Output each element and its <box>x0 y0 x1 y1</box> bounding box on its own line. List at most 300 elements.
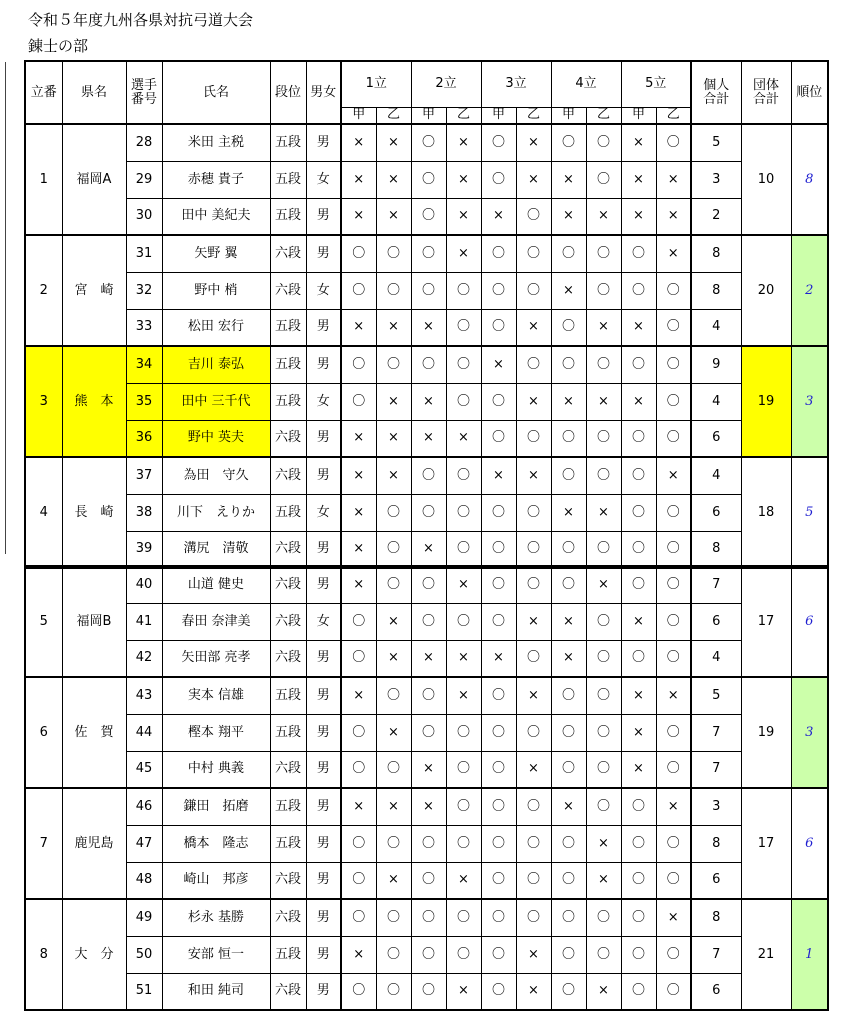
player-rank: 六段 <box>270 899 306 936</box>
player-name: 矢野 翼 <box>162 235 270 272</box>
shot-mark: 〇 <box>656 751 691 788</box>
table-row <box>25 124 828 161</box>
shot-mark: 〇 <box>551 420 586 457</box>
shot-mark: 〇 <box>656 272 691 309</box>
shot-mark: 〇 <box>516 788 551 825</box>
shot-mark: × <box>446 420 481 457</box>
team-order: 3 <box>25 346 62 457</box>
shot-mark: 〇 <box>621 862 656 899</box>
table-row <box>25 862 828 899</box>
shot-mark: 〇 <box>621 457 656 494</box>
shot-mark: × <box>656 899 691 936</box>
shot-mark: 〇 <box>481 494 516 531</box>
shot-mark: × <box>586 862 621 899</box>
table-row <box>25 788 828 825</box>
team-prefecture: 熊 本 <box>62 346 126 457</box>
header-order: 立番 <box>25 61 62 124</box>
player-rank: 五段 <box>270 788 306 825</box>
shot-mark: 〇 <box>481 862 516 899</box>
table-row <box>25 309 828 346</box>
shot-mark: 〇 <box>656 973 691 1010</box>
shot-mark: 〇 <box>656 346 691 383</box>
shot-mark: 〇 <box>481 566 516 603</box>
shot-mark: × <box>621 714 656 751</box>
individual-total: 6 <box>691 862 741 899</box>
player-number: 34 <box>126 346 162 383</box>
shot-mark: × <box>341 198 376 235</box>
shot-mark: 〇 <box>446 751 481 788</box>
player-name: 松田 宏行 <box>162 309 270 346</box>
shot-mark: 〇 <box>621 566 656 603</box>
shot-mark: 〇 <box>656 603 691 640</box>
player-gender: 女 <box>306 494 341 531</box>
shot-mark: × <box>656 457 691 494</box>
shot-mark: × <box>376 640 411 677</box>
table-row <box>25 677 828 714</box>
player-number: 43 <box>126 677 162 714</box>
player-name: 杉永 基勝 <box>162 899 270 936</box>
table-row <box>25 420 828 457</box>
header-otsu: 乙 <box>446 107 481 124</box>
shot-mark: × <box>516 161 551 198</box>
shot-mark: 〇 <box>621 272 656 309</box>
shot-mark: 〇 <box>481 420 516 457</box>
shot-mark: 〇 <box>341 862 376 899</box>
shot-mark: 〇 <box>656 936 691 973</box>
player-gender: 男 <box>306 677 341 714</box>
player-number: 28 <box>126 124 162 161</box>
table-row <box>25 235 828 272</box>
table-row <box>25 714 828 751</box>
team-total: 19 <box>741 346 791 457</box>
header-name: 氏名 <box>162 61 270 124</box>
player-gender: 男 <box>306 788 341 825</box>
shot-mark: 〇 <box>481 161 516 198</box>
player-number: 31 <box>126 235 162 272</box>
shot-mark: × <box>446 235 481 272</box>
shot-mark: 〇 <box>341 973 376 1010</box>
shot-mark: 〇 <box>481 973 516 1010</box>
player-name: 橋本 隆志 <box>162 825 270 862</box>
header-otsu: 乙 <box>586 107 621 124</box>
shot-mark: × <box>341 936 376 973</box>
player-number: 50 <box>126 936 162 973</box>
player-number: 44 <box>126 714 162 751</box>
shot-mark: 〇 <box>446 714 481 751</box>
shot-mark: 〇 <box>481 714 516 751</box>
individual-total: 8 <box>691 825 741 862</box>
shot-mark: 〇 <box>551 751 586 788</box>
team-total: 19 <box>741 677 791 788</box>
shot-mark: 〇 <box>481 309 516 346</box>
player-name: 赤穂 貴子 <box>162 161 270 198</box>
shot-mark: 〇 <box>516 235 551 272</box>
shot-mark: 〇 <box>376 936 411 973</box>
individual-total: 6 <box>691 973 741 1010</box>
team-placing: 2 <box>791 235 828 346</box>
shot-mark: 〇 <box>551 124 586 161</box>
player-number: 36 <box>126 420 162 457</box>
shot-mark: × <box>376 714 411 751</box>
shot-mark: 〇 <box>551 677 586 714</box>
shot-mark: 〇 <box>376 235 411 272</box>
individual-total: 8 <box>691 899 741 936</box>
player-gender: 女 <box>306 161 341 198</box>
shot-mark: 〇 <box>516 566 551 603</box>
shot-mark: × <box>621 124 656 161</box>
shot-mark: × <box>481 640 516 677</box>
individual-total: 7 <box>691 566 741 603</box>
shot-mark: × <box>376 420 411 457</box>
player-name: 和田 純司 <box>162 973 270 1010</box>
player-number: 30 <box>126 198 162 235</box>
individual-total: 3 <box>691 161 741 198</box>
header-team-total <box>741 61 791 124</box>
player-rank: 六段 <box>270 272 306 309</box>
shot-mark: × <box>516 751 551 788</box>
individual-total: 9 <box>691 346 741 383</box>
header-player-no-line: 番号 <box>130 91 157 107</box>
individual-total: 6 <box>691 603 741 640</box>
shot-mark: 〇 <box>446 788 481 825</box>
shot-mark: 〇 <box>481 124 516 161</box>
shot-mark: 〇 <box>656 420 691 457</box>
shot-mark: × <box>376 862 411 899</box>
shot-mark: × <box>376 198 411 235</box>
individual-total: 3 <box>691 788 741 825</box>
header-kou: 甲 <box>411 107 446 124</box>
team-order: 6 <box>25 677 62 788</box>
table-row <box>25 161 828 198</box>
shot-mark: × <box>446 566 481 603</box>
player-number: 29 <box>126 161 162 198</box>
player-rank: 五段 <box>270 198 306 235</box>
shot-mark: 〇 <box>411 494 446 531</box>
individual-total: 7 <box>691 714 741 751</box>
individual-total: 6 <box>691 420 741 457</box>
shot-mark: 〇 <box>586 272 621 309</box>
header-otsu: 乙 <box>516 107 551 124</box>
shot-mark: 〇 <box>411 272 446 309</box>
shot-mark: 〇 <box>411 161 446 198</box>
shot-mark: × <box>516 383 551 420</box>
player-rank: 六段 <box>270 640 306 677</box>
shot-mark: × <box>481 346 516 383</box>
team-placing: 8 <box>791 124 828 235</box>
shot-mark: × <box>341 420 376 457</box>
shot-mark: 〇 <box>411 198 446 235</box>
shot-mark: × <box>411 309 446 346</box>
shot-mark: × <box>551 272 586 309</box>
player-rank: 六段 <box>270 420 306 457</box>
team-prefecture: 福岡B <box>62 566 126 677</box>
player-number: 48 <box>126 862 162 899</box>
shot-mark: 〇 <box>481 936 516 973</box>
shot-mark: × <box>656 788 691 825</box>
shot-mark: 〇 <box>516 198 551 235</box>
table-row <box>25 383 828 420</box>
player-name: 春田 奈津美 <box>162 603 270 640</box>
shot-mark: 〇 <box>341 383 376 420</box>
shot-mark: 〇 <box>446 936 481 973</box>
player-rank: 五段 <box>270 714 306 751</box>
header-otsu: 乙 <box>656 107 691 124</box>
player-rank: 五段 <box>270 494 306 531</box>
margin-line <box>5 62 6 554</box>
player-gender: 男 <box>306 346 341 383</box>
shot-mark: × <box>411 751 446 788</box>
individual-total: 6 <box>691 494 741 531</box>
shot-mark: 〇 <box>411 714 446 751</box>
shot-mark: 〇 <box>446 457 481 494</box>
shot-mark: 〇 <box>376 494 411 531</box>
shot-mark: 〇 <box>446 531 481 568</box>
shot-mark: × <box>656 161 691 198</box>
individual-total: 8 <box>691 531 741 568</box>
player-gender: 女 <box>306 272 341 309</box>
team-prefecture: 鹿児島 <box>62 788 126 899</box>
player-gender: 女 <box>306 383 341 420</box>
results-table-bottom <box>24 565 829 1011</box>
player-gender: 男 <box>306 235 341 272</box>
table-row <box>25 973 828 1010</box>
player-number: 41 <box>126 603 162 640</box>
shot-mark: 〇 <box>411 899 446 936</box>
player-gender: 男 <box>306 973 341 1010</box>
shot-mark: × <box>551 640 586 677</box>
team-order: 7 <box>25 788 62 899</box>
shot-mark: 〇 <box>376 973 411 1010</box>
shot-mark: 〇 <box>446 272 481 309</box>
shot-mark: 〇 <box>411 124 446 161</box>
shot-mark: 〇 <box>551 309 586 346</box>
player-number: 47 <box>126 825 162 862</box>
shot-mark: 〇 <box>621 825 656 862</box>
shot-mark: 〇 <box>551 346 586 383</box>
table-row <box>25 494 828 531</box>
shot-mark: 〇 <box>341 825 376 862</box>
shot-mark: × <box>341 531 376 568</box>
shot-mark: 〇 <box>586 677 621 714</box>
player-name: 為田 守久 <box>162 457 270 494</box>
shot-mark: × <box>376 788 411 825</box>
individual-total: 8 <box>691 272 741 309</box>
header-kou: 甲 <box>551 107 586 124</box>
team-prefecture: 福岡A <box>62 124 126 235</box>
shot-mark: 〇 <box>586 235 621 272</box>
shot-mark: 〇 <box>516 899 551 936</box>
shot-mark: × <box>621 198 656 235</box>
shot-mark: × <box>516 936 551 973</box>
shot-mark: 〇 <box>341 346 376 383</box>
shot-mark: × <box>621 751 656 788</box>
team-order: 4 <box>25 457 62 568</box>
team-placing: 5 <box>791 457 828 568</box>
header-otsu: 乙 <box>376 107 411 124</box>
player-rank: 五段 <box>270 825 306 862</box>
shot-mark: × <box>341 309 376 346</box>
shot-mark: × <box>446 677 481 714</box>
team-placing: 3 <box>791 346 828 457</box>
shot-mark: 〇 <box>376 825 411 862</box>
individual-total: 4 <box>691 309 741 346</box>
player-name: 野中 英夫 <box>162 420 270 457</box>
player-number: 46 <box>126 788 162 825</box>
player-gender: 男 <box>306 309 341 346</box>
shot-mark: × <box>411 788 446 825</box>
table-row <box>25 531 828 568</box>
player-name: 実本 信雄 <box>162 677 270 714</box>
header-individual-total <box>691 61 741 124</box>
shot-mark: 〇 <box>586 936 621 973</box>
shot-mark: 〇 <box>516 825 551 862</box>
shot-mark: 〇 <box>481 677 516 714</box>
player-gender: 男 <box>306 640 341 677</box>
shot-mark: × <box>376 124 411 161</box>
shot-mark: 〇 <box>411 862 446 899</box>
header-round-3: 3立 <box>481 61 551 107</box>
header-team-total-line: 合計 <box>752 91 779 107</box>
shot-mark: 〇 <box>586 751 621 788</box>
team-order: 8 <box>25 899 62 1010</box>
shot-mark: × <box>446 124 481 161</box>
team-placing: 6 <box>791 788 828 899</box>
shot-mark: 〇 <box>446 346 481 383</box>
shot-mark: 〇 <box>551 936 586 973</box>
player-gender: 男 <box>306 457 341 494</box>
individual-total: 2 <box>691 198 741 235</box>
player-rank: 五段 <box>270 383 306 420</box>
shot-mark: × <box>376 603 411 640</box>
player-name: 吉川 泰弘 <box>162 346 270 383</box>
page-title: 令和５年度九州各県対抗弓道大会 <box>28 11 254 29</box>
shot-mark: 〇 <box>586 346 621 383</box>
shot-mark: × <box>621 603 656 640</box>
team-prefecture: 長 崎 <box>62 457 126 568</box>
shot-mark: 〇 <box>341 714 376 751</box>
header-kou: 甲 <box>341 107 376 124</box>
shot-mark: 〇 <box>586 714 621 751</box>
team-prefecture: 佐 賀 <box>62 677 126 788</box>
player-gender: 男 <box>306 936 341 973</box>
team-total: 10 <box>741 124 791 235</box>
shot-mark: × <box>516 457 551 494</box>
team-placing: 3 <box>791 677 828 788</box>
shot-mark: 〇 <box>446 309 481 346</box>
player-name: 中村 典義 <box>162 751 270 788</box>
shot-mark: 〇 <box>621 899 656 936</box>
player-name: 矢田部 亮孝 <box>162 640 270 677</box>
shot-mark: 〇 <box>551 973 586 1010</box>
player-gender: 女 <box>306 603 341 640</box>
shot-mark: 〇 <box>656 825 691 862</box>
individual-total: 4 <box>691 383 741 420</box>
shot-mark: 〇 <box>656 640 691 677</box>
header-placing: 順位 <box>791 61 828 124</box>
shot-mark: 〇 <box>586 531 621 568</box>
shot-mark: 〇 <box>586 457 621 494</box>
shot-mark: 〇 <box>481 272 516 309</box>
header-team-total-line: 団体 <box>752 77 779 93</box>
shot-mark: 〇 <box>411 973 446 1010</box>
shot-mark: 〇 <box>481 751 516 788</box>
shot-mark: × <box>621 161 656 198</box>
team-prefecture: 大 分 <box>62 899 126 1010</box>
shot-mark: 〇 <box>656 714 691 751</box>
shot-mark: 〇 <box>586 603 621 640</box>
player-gender: 男 <box>306 124 341 161</box>
shot-mark: × <box>516 124 551 161</box>
player-rank: 五段 <box>270 309 306 346</box>
team-prefecture: 宮 崎 <box>62 235 126 346</box>
shot-mark: 〇 <box>621 936 656 973</box>
shot-mark: × <box>586 383 621 420</box>
shot-mark: × <box>341 494 376 531</box>
shot-mark: × <box>411 531 446 568</box>
shot-mark: × <box>516 677 551 714</box>
shot-mark: 〇 <box>551 899 586 936</box>
player-name: 野中 梢 <box>162 272 270 309</box>
shot-mark: × <box>341 161 376 198</box>
header-player-no-line: 選手 <box>130 77 157 93</box>
player-number: 45 <box>126 751 162 788</box>
shot-mark: × <box>586 566 621 603</box>
shot-mark: × <box>551 383 586 420</box>
player-number: 38 <box>126 494 162 531</box>
header-prefecture: 県名 <box>62 61 126 124</box>
shot-mark: 〇 <box>551 714 586 751</box>
player-gender: 男 <box>306 714 341 751</box>
shot-mark: × <box>621 383 656 420</box>
shot-mark: × <box>586 198 621 235</box>
shot-mark: 〇 <box>411 457 446 494</box>
shot-mark: × <box>376 309 411 346</box>
team-total: 20 <box>741 235 791 346</box>
shot-mark: 〇 <box>586 788 621 825</box>
player-name: 田中 美紀夫 <box>162 198 270 235</box>
table-row <box>25 825 828 862</box>
shot-mark: 〇 <box>516 272 551 309</box>
shot-mark: 〇 <box>376 566 411 603</box>
shot-mark: 〇 <box>446 494 481 531</box>
shot-mark: × <box>446 161 481 198</box>
team-total: 17 <box>741 566 791 677</box>
shot-mark: 〇 <box>516 346 551 383</box>
table-row <box>25 272 828 309</box>
table-row <box>25 936 828 973</box>
shot-mark: 〇 <box>621 494 656 531</box>
player-name: 崎山 邦彦 <box>162 862 270 899</box>
header-round-5: 5立 <box>621 61 691 107</box>
shot-mark: × <box>411 640 446 677</box>
player-name: 安部 恒一 <box>162 936 270 973</box>
shot-mark: 〇 <box>621 346 656 383</box>
shot-mark: 〇 <box>551 862 586 899</box>
player-rank: 五段 <box>270 346 306 383</box>
player-gender: 男 <box>306 751 341 788</box>
shot-mark: 〇 <box>586 161 621 198</box>
shot-mark: × <box>516 603 551 640</box>
player-rank: 六段 <box>270 603 306 640</box>
shot-mark: 〇 <box>341 751 376 788</box>
player-gender: 男 <box>306 198 341 235</box>
shot-mark: × <box>656 677 691 714</box>
individual-total: 8 <box>691 235 741 272</box>
player-rank: 五段 <box>270 124 306 161</box>
shot-mark: 〇 <box>411 346 446 383</box>
shot-mark: × <box>516 973 551 1010</box>
table-row <box>25 899 828 936</box>
